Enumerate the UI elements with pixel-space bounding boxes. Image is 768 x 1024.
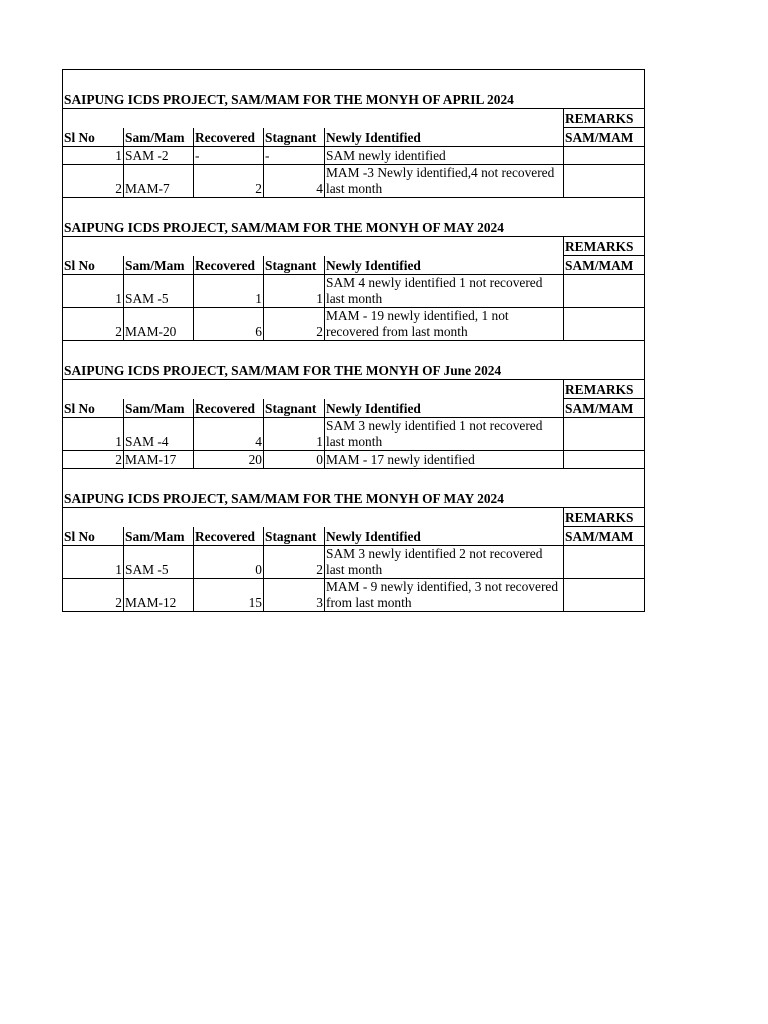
section-title: SAIPUNG ICDS PROJECT, SAM/MAM FOR THE MONYH OF MAY 2024 bbox=[63, 198, 645, 237]
blank-cell bbox=[194, 109, 264, 128]
column-header-row bbox=[63, 399, 645, 418]
blank-cell bbox=[194, 380, 264, 399]
recovered-header: Recovered bbox=[194, 399, 264, 418]
section-title-row bbox=[63, 70, 645, 109]
sl-no-header: Sl No bbox=[63, 256, 124, 275]
remarks-header-row bbox=[63, 109, 645, 128]
blank-cell bbox=[264, 237, 325, 256]
recovered-header: Recovered bbox=[194, 527, 264, 546]
sl-no-header: Sl No bbox=[63, 128, 124, 147]
blank-cell bbox=[264, 380, 325, 399]
blank-cell bbox=[264, 109, 325, 128]
section-title-row bbox=[63, 469, 645, 508]
stagnant-cell: 3 bbox=[264, 579, 325, 612]
blank-cell bbox=[194, 508, 264, 527]
stagnant-cell: 2 bbox=[264, 546, 325, 579]
sam-mam-cell: SAM -4 bbox=[124, 418, 194, 451]
blank-cell bbox=[124, 380, 194, 399]
remarks-header: REMARKS bbox=[564, 109, 645, 128]
sl-no-header: Sl No bbox=[63, 527, 124, 546]
sam-mam-cell: MAM-17 bbox=[124, 451, 194, 469]
sl-no-cell: 2 bbox=[63, 165, 124, 198]
table-row bbox=[63, 451, 645, 469]
sam-mam-header: Sam/Mam bbox=[124, 128, 194, 147]
sl-no-header: Sl No bbox=[63, 399, 124, 418]
remarks-sam-mam-header: SAM/MAM bbox=[564, 128, 645, 147]
stagnant-cell: 1 bbox=[264, 418, 325, 451]
sam-mam-report-table bbox=[62, 69, 645, 612]
section-title: SAIPUNG ICDS PROJECT, SAM/MAM FOR THE MONYH OF June 2024 bbox=[63, 341, 645, 380]
column-header-row bbox=[63, 128, 645, 147]
remarks-sam-mam-header: SAM/MAM bbox=[564, 256, 645, 275]
stagnant-header: Stagnant bbox=[264, 256, 325, 275]
recovered-header: Recovered bbox=[194, 256, 264, 275]
blank-cell bbox=[124, 109, 194, 128]
recovered-cell: 20 bbox=[194, 451, 264, 469]
remarks-cell bbox=[564, 418, 645, 451]
blank-cell bbox=[124, 508, 194, 527]
remarks-header-row bbox=[63, 380, 645, 399]
newly-identified-cell: MAM - 19 newly identified, 1 not recovered from last month bbox=[325, 308, 564, 341]
remarks-cell bbox=[564, 546, 645, 579]
sam-mam-header: Sam/Mam bbox=[124, 399, 194, 418]
remarks-cell bbox=[564, 275, 645, 308]
section-title-row bbox=[63, 341, 645, 380]
stagnant-header: Stagnant bbox=[264, 128, 325, 147]
sam-mam-cell: MAM-20 bbox=[124, 308, 194, 341]
remarks-sam-mam-header: SAM/MAM bbox=[564, 399, 645, 418]
table-row bbox=[63, 418, 645, 451]
stagnant-cell: 2 bbox=[264, 308, 325, 341]
sl-no-cell: 1 bbox=[63, 275, 124, 308]
blank-cell bbox=[325, 109, 564, 128]
stagnant-cell: - bbox=[264, 147, 325, 165]
stagnant-cell: 0 bbox=[264, 451, 325, 469]
sl-no-cell: 1 bbox=[63, 147, 124, 165]
remarks-cell bbox=[564, 308, 645, 341]
blank-cell bbox=[194, 237, 264, 256]
newly-identified-header: Newly Identified bbox=[325, 128, 564, 147]
recovered-cell: 1 bbox=[194, 275, 264, 308]
table-row bbox=[63, 165, 645, 198]
sl-no-cell: 1 bbox=[63, 546, 124, 579]
recovered-cell: 0 bbox=[194, 546, 264, 579]
remarks-header-row bbox=[63, 508, 645, 527]
remarks-header: REMARKS bbox=[564, 380, 645, 399]
remarks-header: REMARKS bbox=[564, 508, 645, 527]
section-title-row bbox=[63, 198, 645, 237]
blank-cell bbox=[325, 237, 564, 256]
remarks-cell bbox=[564, 579, 645, 612]
recovered-cell: 4 bbox=[194, 418, 264, 451]
column-header-row bbox=[63, 527, 645, 546]
sam-mam-cell: MAM-12 bbox=[124, 579, 194, 612]
table-row bbox=[63, 546, 645, 579]
sl-no-cell: 2 bbox=[63, 579, 124, 612]
table-row bbox=[63, 579, 645, 612]
recovered-cell: 6 bbox=[194, 308, 264, 341]
newly-identified-cell: MAM -3 Newly identified,4 not recovered last month bbox=[325, 165, 564, 198]
newly-identified-cell: SAM 3 newly identified 2 not recovered last month bbox=[325, 546, 564, 579]
blank-cell bbox=[63, 380, 124, 399]
newly-identified-header: Newly Identified bbox=[325, 527, 564, 546]
newly-identified-cell: MAM - 17 newly identified bbox=[325, 451, 564, 469]
table-row bbox=[63, 275, 645, 308]
remarks-cell bbox=[564, 165, 645, 198]
sl-no-cell: 2 bbox=[63, 451, 124, 469]
stagnant-header: Stagnant bbox=[264, 399, 325, 418]
blank-cell bbox=[264, 508, 325, 527]
column-header-row bbox=[63, 256, 645, 275]
blank-cell bbox=[325, 508, 564, 527]
sam-mam-header: Sam/Mam bbox=[124, 527, 194, 546]
recovered-cell: 15 bbox=[194, 579, 264, 612]
blank-cell bbox=[124, 237, 194, 256]
table-row bbox=[63, 308, 645, 341]
recovered-header: Recovered bbox=[194, 128, 264, 147]
sl-no-cell: 1 bbox=[63, 418, 124, 451]
remarks-sam-mam-header: SAM/MAM bbox=[564, 527, 645, 546]
recovered-cell: - bbox=[194, 147, 264, 165]
table-row bbox=[63, 147, 645, 165]
sam-mam-header: Sam/Mam bbox=[124, 256, 194, 275]
sam-mam-cell: SAM -5 bbox=[124, 275, 194, 308]
sl-no-cell: 2 bbox=[63, 308, 124, 341]
newly-identified-cell: SAM newly identified bbox=[325, 147, 564, 165]
spreadsheet-sheet bbox=[62, 69, 644, 612]
remarks-cell bbox=[564, 451, 645, 469]
remarks-header: REMARKS bbox=[564, 237, 645, 256]
newly-identified-cell: SAM 3 newly identified 1 not recovered last month bbox=[325, 418, 564, 451]
newly-identified-cell: MAM - 9 newly identified, 3 not recovered from last month bbox=[325, 579, 564, 612]
blank-cell bbox=[63, 508, 124, 527]
newly-identified-header: Newly Identified bbox=[325, 256, 564, 275]
stagnant-cell: 4 bbox=[264, 165, 325, 198]
remarks-header-row bbox=[63, 237, 645, 256]
remarks-cell bbox=[564, 147, 645, 165]
blank-cell bbox=[63, 109, 124, 128]
sam-mam-cell: SAM -2 bbox=[124, 147, 194, 165]
newly-identified-header: Newly Identified bbox=[325, 399, 564, 418]
sam-mam-cell: MAM-7 bbox=[124, 165, 194, 198]
stagnant-cell: 1 bbox=[264, 275, 325, 308]
blank-cell bbox=[325, 380, 564, 399]
blank-cell bbox=[63, 237, 124, 256]
newly-identified-cell: SAM 4 newly identified 1 not recovered last month bbox=[325, 275, 564, 308]
section-title: SAIPUNG ICDS PROJECT, SAM/MAM FOR THE MONYH OF MAY 2024 bbox=[63, 469, 645, 508]
recovered-cell: 2 bbox=[194, 165, 264, 198]
sam-mam-cell: SAM -5 bbox=[124, 546, 194, 579]
section-title: SAIPUNG ICDS PROJECT, SAM/MAM FOR THE MONYH OF APRIL 2024 bbox=[63, 70, 645, 109]
stagnant-header: Stagnant bbox=[264, 527, 325, 546]
